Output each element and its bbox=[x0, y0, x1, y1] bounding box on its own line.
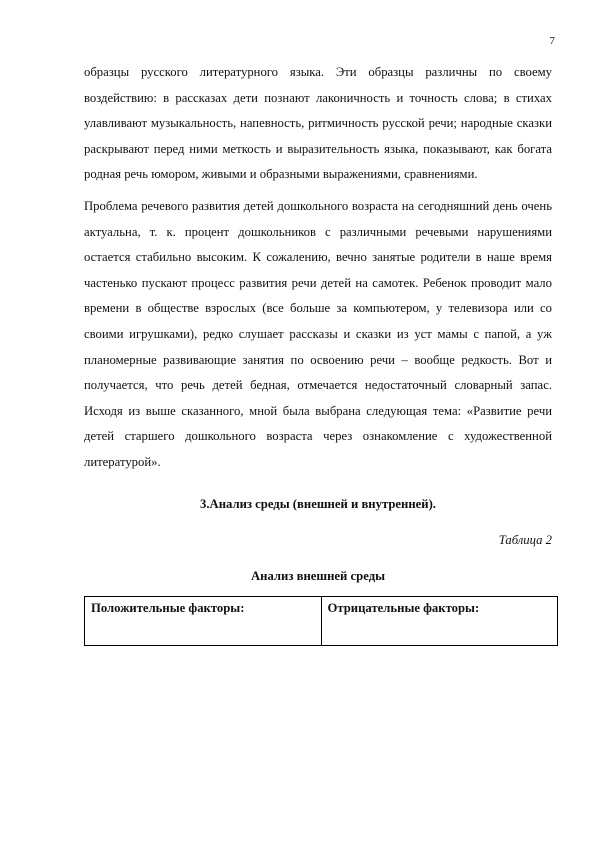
document-body bbox=[84, 60, 552, 646]
table-title: Анализ внешней среды bbox=[250, 568, 386, 583]
positive-factors-cell: Положительные факторы: bbox=[85, 596, 322, 645]
factors-table bbox=[84, 596, 558, 646]
paragraph-2: Проблема речевого развития детей дошкольного возраста на сегодняшний день очень актуальна, т. к. процент дошкольников с различными речевыми нарушениями остается стабильно высоким. К сожалению, вечно занятые родители в наше время частенько пускают процесс развития речи детей на самотек. Ребенок проводит мало времени в обществе взрослых (все больше за компьютером, у телевизора или со своими игрушками), редко слушает рассказы и сказки из уст мамы с папой, а уж планомерные развивающие занятия по освоению речи – вообще редкость. Вот и получается, что речь детей бедная, отмечается недостаточный словарный запас. Исходя из выше сказанного, мной была выбрана следующая тема: «Развитие речи детей старшего дошкольного возраста через ознакомление с художественной литературой». bbox=[84, 198, 552, 469]
negative-factors-cell: Отрицательные факторы: bbox=[321, 596, 558, 645]
paragraph-1: образцы русского литературного языка. Эти образцы различны по своему воздействию: в рассказах дети познают лаконичность и точность слова; в стихах улавливают музыкальность, напевность, ритмичность русской речи; народные сказки раскрывают перед ними меткость и выразительность языка, показывают, как богата родная речь юмором, живыми и образными выражениями, сравнениями. bbox=[84, 65, 552, 182]
table-caption: Таблица 2 bbox=[498, 532, 552, 547]
page-number: 7 bbox=[549, 35, 555, 47]
table-row bbox=[85, 596, 558, 645]
section-heading: 3.Анализ среды (внешней и внутренней). bbox=[200, 496, 436, 511]
